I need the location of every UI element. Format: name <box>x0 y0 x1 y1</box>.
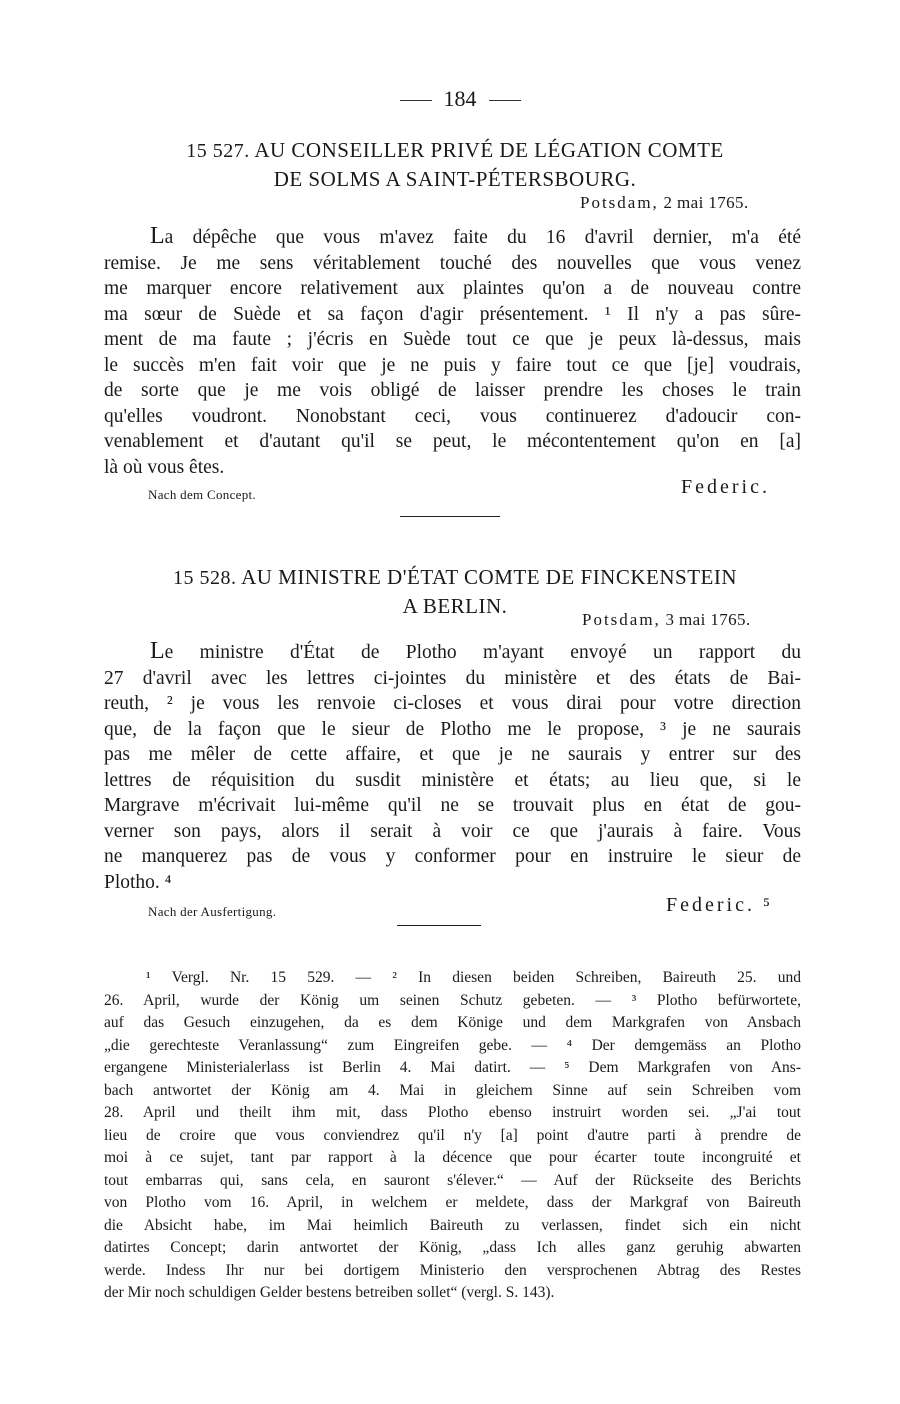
footnote-line: ¹ Vergl. Nr. 15 529. — ² In diesen beiden Schreiben, Baireuth 25. und <box>146 969 801 986</box>
letter1-place: Potsdam, <box>580 193 659 212</box>
letter2-dateline <box>582 610 751 630</box>
footnote-line: 28. April und theilt ihm mit, dass Plotho ebenso instruirt worden sei. „J'ai tout <box>104 1104 801 1121</box>
letter1-body-line: le succès m'en fait voir que je ne puis y faire tout ce que [je] voudrais, <box>104 354 801 376</box>
letter1-body-line: remise. Je me sens véritablement touché des nouvelles que vous venez <box>104 252 801 274</box>
separator-rule-2 <box>397 925 481 926</box>
letter1-heading-line1 <box>110 136 800 165</box>
letter2-number: 15 528. <box>172 567 237 589</box>
footnote-line: der Mir noch schuldigen Gelder bestens betreiben sollet“ (vergl. S. 143). <box>104 1284 555 1301</box>
letter1-heading <box>110 136 800 193</box>
footnotes <box>104 967 801 1305</box>
footnote-line: lieu de croire que vous conviendrez qu'il n'y [a] point d'autre parti à prendre de <box>104 1126 801 1144</box>
page-number-dash-right <box>489 100 521 101</box>
footnote-line: bach antwortet der König am 4. Mai in gleichem Sinne auf sein Schreiben vom <box>104 1081 801 1099</box>
letter2-heading-text1: AU MINISTRE D'ÉTAT COMTE DE FINCKENSTEIN <box>241 565 738 589</box>
letter1-source: Nach dem Concept. <box>148 487 256 502</box>
letter2-body-line: pas me mêler de cette affaire, et que je ne saurais y entrer sur des <box>104 744 801 765</box>
letter1-body-line: là où vous êtes. <box>104 456 225 478</box>
letter2-body-line: reuth, ² je vous les renvoie ci-closes et vous dirai pour votre direction <box>104 693 801 714</box>
letter2-place: Potsdam, <box>582 610 661 629</box>
letter1-body-line: de sorte que je me vois obligé de laisser prendre les choses le train <box>104 380 801 401</box>
footnote-line: von Plotho vom 16. April, in welchem er meldete, dass der Markgraf von Baireuth <box>104 1194 801 1211</box>
letter2-body <box>104 639 801 895</box>
letter2-body-line: 27 d'avril avec les lettres ci-jointes du ministère et des états de Bai- <box>104 667 801 689</box>
letter2-date: 3 mai 1765. <box>665 610 751 629</box>
letter2-source: Nach der Ausfertigung. <box>148 904 277 919</box>
letter2-body-line: Plotho. ⁴ <box>104 871 172 893</box>
letter1-dateline <box>580 193 749 213</box>
letter1-signature: Federic. <box>681 476 770 498</box>
letter1-date: 2 mai 1765. <box>663 193 749 212</box>
letter1-body-line: me marquer encore relativement aux plaintes qu'on a de nouveau contre <box>104 278 801 299</box>
separator-rule-1 <box>400 516 500 517</box>
letter2-signature: Federic. ⁵ <box>666 894 773 916</box>
letter1-heading-text1: AU CONSEILLER PRIVÉ DE LÉGATION COMTE <box>254 138 724 162</box>
initial-letter: L <box>150 638 165 664</box>
initial-letter: L <box>150 223 165 249</box>
letter1-body <box>104 224 801 480</box>
letter1-number: 15 527. <box>186 140 250 162</box>
letter1-body-line: venablement et d'autant qu'il se peut, le mécontentement qu'on en [a] <box>104 431 801 452</box>
letter1-heading-line2: DE SOLMS A SAINT-PÉTERSBOURG. <box>273 167 637 191</box>
letter2-body-line: verner son pays, alors il serait à voir ce que j'aurais à faire. Vous <box>104 820 801 842</box>
footnote-line: ergangene Ministerialerlass ist Berlin 4. Mai datirt. — ⁵ Dem Markgrafen von Ans- <box>104 1059 801 1076</box>
letter1-body-line: ment de ma faute ; j'écris en Suède tout ce que je peux là-dessus, mais <box>104 329 801 350</box>
footnote-line: datirtes Concept; darin antwortet der König, „dass Ich alles ganz geruhig abwarten <box>104 1239 801 1256</box>
letter2-heading-line1 <box>110 563 800 592</box>
footnote-line: auf das Gesuch einzugehen, da es dem Könige und dem Markgrafen von Ansbach <box>104 1014 801 1031</box>
letter2-heading-line2: A BERLIN. <box>402 594 508 618</box>
letter2-body-line: lettres de réquisition du susdit ministère et états; au lieu que, si le <box>104 769 801 791</box>
footnote-line: tout embarras qui, sans cela, en sauront s'élever.“ — Auf der Rückseite des Berichts <box>104 1171 801 1189</box>
letter2-body-line: Le ministre d'État de Plotho m'ayant envoyé un rapport du <box>150 638 801 664</box>
letter2-body-line: ne manquerez pas de vous y conformer pour en instruire le sieur de <box>104 846 801 867</box>
page-number-text: 184 <box>443 86 477 111</box>
letter1-body-line: ma sœur de Suède et sa façon d'agir présentement. ¹ Il n'y a pas sûre- <box>104 303 801 325</box>
page-number-dash-left <box>400 100 432 101</box>
letter1-body-line: qu'elles voudront. Nonobstant ceci, vous continuerez d'adoucir con- <box>104 405 801 427</box>
footnote-line: „die gerechteste Veranlassung“ zum Eingreifen gebe. — ⁴ Der demgemäss an Plotho <box>104 1036 801 1054</box>
page-number <box>380 86 540 112</box>
letter2-body-line: Margrave m'écrivait lui-même qu'il ne se trouvait plus en état de gou- <box>104 795 801 816</box>
footnote-line: 26. April, wurde der König um seinen Schutz gebeten. — ³ Plotho befürwortete, <box>104 991 801 1009</box>
footnote-line: moi à ce sujet, tant par rapport à la décence que pour écarter toute incongruité et <box>104 1149 801 1166</box>
letter1-body-line: La dépêche que vous m'avez faite du 16 d'avril dernier, m'a été <box>150 223 801 249</box>
footnote-line: die Absicht habe, im Mai heimlich Baireuth zu verlassen, findet sich ein nicht <box>104 1216 801 1234</box>
footnote-line: werde. Indess Ihr nur bei dortigem Ministerio den versprochenen Abtrag des Restes <box>104 1261 801 1279</box>
letter2-body-line: que, de la façon que le sieur de Plotho me le propose, ³ je ne saurais <box>104 718 801 740</box>
